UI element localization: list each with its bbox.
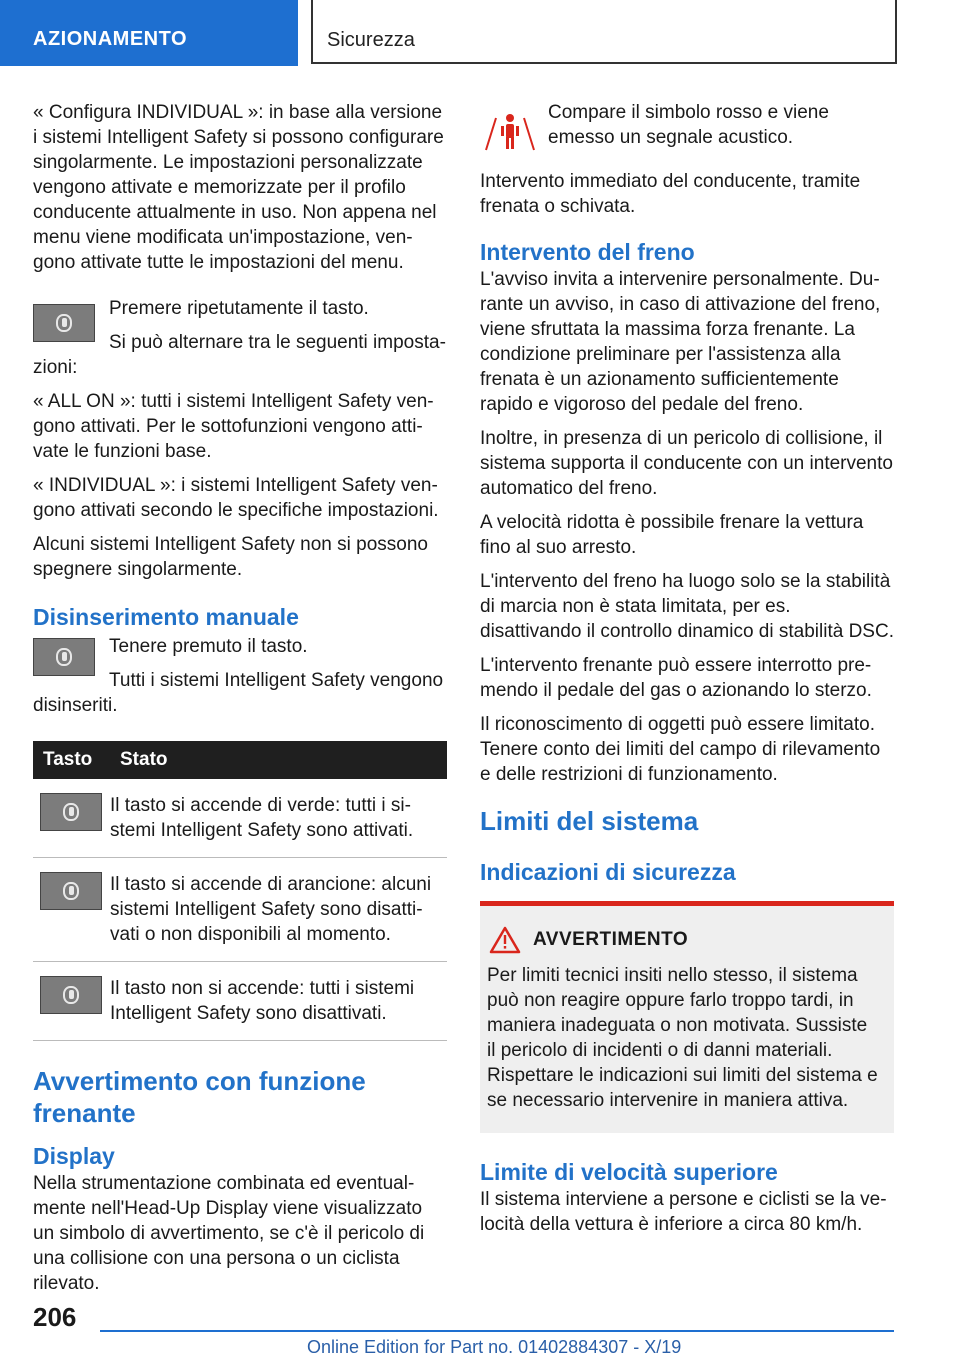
all-off-text: Tutti i sistemi Intelligent Safety vengono disinseriti. (33, 670, 444, 716)
page-number: 206 (33, 1302, 77, 1332)
brake-paragraph-2: Inoltre, in presenza di un pericolo di collisione, il sistema supporta il conducente con un intervento automatico del freno. (480, 428, 893, 499)
warning-box (480, 901, 894, 1133)
table-row (33, 779, 447, 858)
brake-heading: Intervento del freno (480, 239, 695, 265)
some-systems-text: Alcuni sistemi Intelligent Safety non si possono spegnere singolarmente. (33, 534, 428, 580)
button-state-table (33, 741, 447, 1041)
intelligent-safety-button-icon (33, 638, 95, 676)
speed-heading: Limite di velocità superiore (480, 1159, 778, 1185)
warning-function-heading: Avvertimento con funzione frenante (33, 1066, 366, 1128)
limits-heading: Limiti del sistema (480, 806, 699, 836)
pedestrian-warning-icon (482, 108, 538, 158)
press-repeat-text: Premere ripetutamente il tasto. (109, 298, 369, 319)
section-title: Sicurezza (327, 29, 415, 51)
warning-triangle-icon (489, 926, 521, 954)
section-tab (311, 0, 897, 64)
all-on-text: « ALL ON »: tutti i sistemi Intelligent Safety vengono attivati. Per le sottofunzioni vengono attivate le funzioni base. (33, 391, 434, 462)
manual-heading: Disinserimento manuale (33, 604, 299, 630)
chapter-title: AZIONAMENTO (33, 28, 188, 50)
individual-text: « INDIVIDUAL »: i sistemi Intelligent Safety vengono attivati secondo le specifiche impostazioni. (33, 475, 439, 521)
left-column (33, 100, 447, 1305)
speed-text: Il sistema interviene a persone e ciclisti se la velocità della vettura è inferiore a circa 80 km/h. (480, 1189, 887, 1235)
alternate-text: Si può alternare tra le seguenti impostazioni: (33, 332, 446, 378)
warning-text: Per limiti tecnici insiti nello stesso, il sistema può non reagire oppure farlo troppo tardi, in maniera inadeguata o non motivata. Sussiste il pericolo di incidenti o di danni materiali. Rispettare le indicazioni sui limiti del sistema e se necessario intervenire in maniera attiva. (487, 965, 878, 1111)
col-header-button: Tasto (33, 741, 110, 779)
table-row (33, 858, 447, 962)
table-row (33, 962, 447, 1041)
immediate-text: Intervento immediato del conducente, tramite frenata o schivata. (480, 171, 861, 217)
table-header (33, 741, 447, 779)
symbol-text: Compare il simbolo rosso e viene emesso un segnale acustico. (548, 102, 829, 148)
hold-button-text: Tenere premuto il tasto. (109, 636, 308, 657)
intelligent-safety-button-off-icon (40, 976, 102, 1014)
state-orange: Il tasto si accende di arancione: alcuni sistemi Intelligent Safety sono disattivati o non disponibili al momento. (110, 858, 447, 962)
right-column (480, 100, 894, 1246)
chapter-tab (0, 0, 298, 66)
edition-text: Online Edition for Part no. 01402884307 - X/19 (307, 1337, 682, 1357)
footer-divider (100, 1330, 894, 1332)
symbol-row (480, 100, 894, 159)
safety-heading: Indicazioni di sicurezza (480, 859, 736, 885)
brake-paragraph-4: L'intervento del freno ha luogo solo se la stabilità di marcia non è stata limitata, per es. disattivando il controllo dinamico di stabilità DSC. (480, 571, 894, 642)
intelligent-safety-button-icon (33, 304, 95, 342)
intelligent-safety-button-green-icon (40, 793, 102, 831)
state-off: Il tasto non si accende: tutti i sistemi Intelligent Safety sono disattivati. (110, 962, 447, 1041)
intro-paragraph: « Configura INDIVIDUAL »: in base alla versione i sistemi Intelligent Safety si possono configurare singolarmente. Le impostazioni personalizzate vengono attivate e memorizzate per il profilo conducente attualmente in uso. Non appena nel menu viene modificata un'impostazione, vengono attivate tutte le impostazioni del menu. (33, 102, 444, 273)
brake-paragraph-3: A velocità ridotta è possibile frenare la vettura fino al suo arresto. (480, 512, 864, 558)
display-text: Nella strumentazione combinata ed eventualmente nell'Head-Up Display viene visualizzato un simbolo di avvertimento, se c'è il pericolo di una collisione con una persona o un ciclista rilevato. (33, 1173, 425, 1294)
warning-title: AVVERTIMENTO (533, 929, 689, 950)
warning-header (487, 926, 880, 954)
col-header-state: Stato (110, 741, 447, 779)
intelligent-safety-button-orange-icon (40, 872, 102, 910)
brake-paragraph-1: L'avviso invita a intervenire personalmente. Durante un avviso, in caso di attivazione del freno, viene sfruttata la massima forza frenante. La condizione preliminare per l'assistenza alla frenata è un azionamento sufficientemente rapido e vigoroso del pedale del freno. (480, 269, 881, 415)
brake-paragraph-5: L'intervento frenante può essere interrotto premendo il pedale del gas o azionando lo sterzo. (480, 655, 872, 701)
brake-paragraph-6: Il riconoscimento di oggetti può essere limitato. Tenere conto dei limiti del campo di rilevamento e delle restrizioni di funzionamento. (480, 714, 881, 785)
state-green: Il tasto si accende di verde: tutti i sistemi Intelligent Safety sono attivati. (110, 779, 447, 858)
display-heading: Display (33, 1143, 115, 1169)
